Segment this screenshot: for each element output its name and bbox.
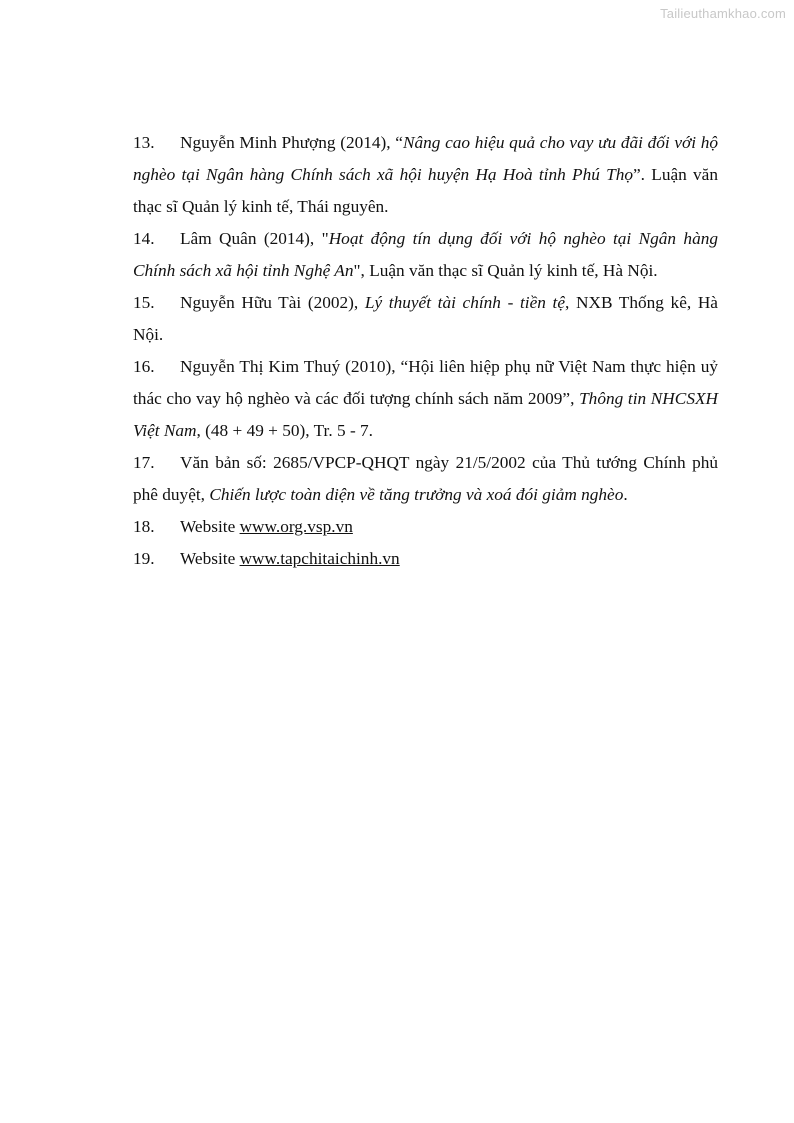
reference-item-15 [133,287,718,351]
reference-author-year: Nguyễn Hữu Tài (2002), [180,293,365,312]
reference-item-14 [133,223,718,287]
reference-details: , (48 + 49 + 50), Tr. 5 - 7. [196,421,373,440]
reference-journal: Thông tin NHCSXH Việt Nam [133,389,718,440]
reference-details: , NXB Thống kê, Hà Nội. [133,293,718,344]
reference-item-17 [133,447,718,511]
reference-number: 17. [133,453,155,472]
reference-item-19 [133,543,718,575]
reference-title: Nâng cao hiệu quả cho vay ưu đãi đối với hộ nghèo tại Ngân hàng Chính sách xã hội huyện Hạ Hoà tỉnh Phú Thọ [133,133,718,184]
reference-label: Website [180,549,240,568]
reference-label: Website [180,517,240,536]
reference-author-year: Lâm Quân (2014), " [180,229,329,248]
reference-list [133,127,718,575]
reference-details: ”. Luận văn thạc sĩ Quản lý kinh tế, Thái nguyên. [133,165,718,216]
reference-text: Nguyễn Thị Kim Thuý (2010), “Hội liên hiệp phụ nữ Việt Nam thực hiện uỷ thác cho vay hộ nghèo và các đối tượng chính sách năm 2009”, [133,357,718,408]
reference-author-year: Nguyễn Minh Phượng (2014), “ [180,133,403,152]
reference-number: 19. [133,549,155,568]
website-link[interactable]: www.tapchitaichinh.vn [239,549,400,568]
reference-item-13 [133,127,718,223]
reference-details: ", Luận văn thạc sĩ Quản lý kinh tế, Hà Nội. [353,261,658,280]
reference-number: 15. [133,293,155,312]
reference-item-16 [133,351,718,447]
reference-text: Văn bản số: 2685/VPCP-QHQT ngày 21/5/2002 của Thủ tướng Chính phủ phê duyệt, [133,453,718,504]
reference-number: 14. [133,229,155,248]
reference-number: 18. [133,517,155,536]
reference-number: 13. [133,133,155,152]
website-link[interactable]: www.org.vsp.vn [239,517,353,536]
watermark: Tailieuthamkhao.com [660,6,786,21]
reference-title: Chiến lược toàn diện về tăng trưởng và xoá đói giảm nghèo [209,485,624,504]
reference-details: . [623,485,628,504]
reference-title: Hoạt động tín dụng đối với hộ nghèo tại Ngân hàng Chính sách xã hội tỉnh Nghệ An [133,229,718,280]
reference-number: 16. [133,357,155,376]
reference-title: Lý thuyết tài chính - tiền tệ [364,293,566,312]
reference-item-18 [133,511,718,543]
